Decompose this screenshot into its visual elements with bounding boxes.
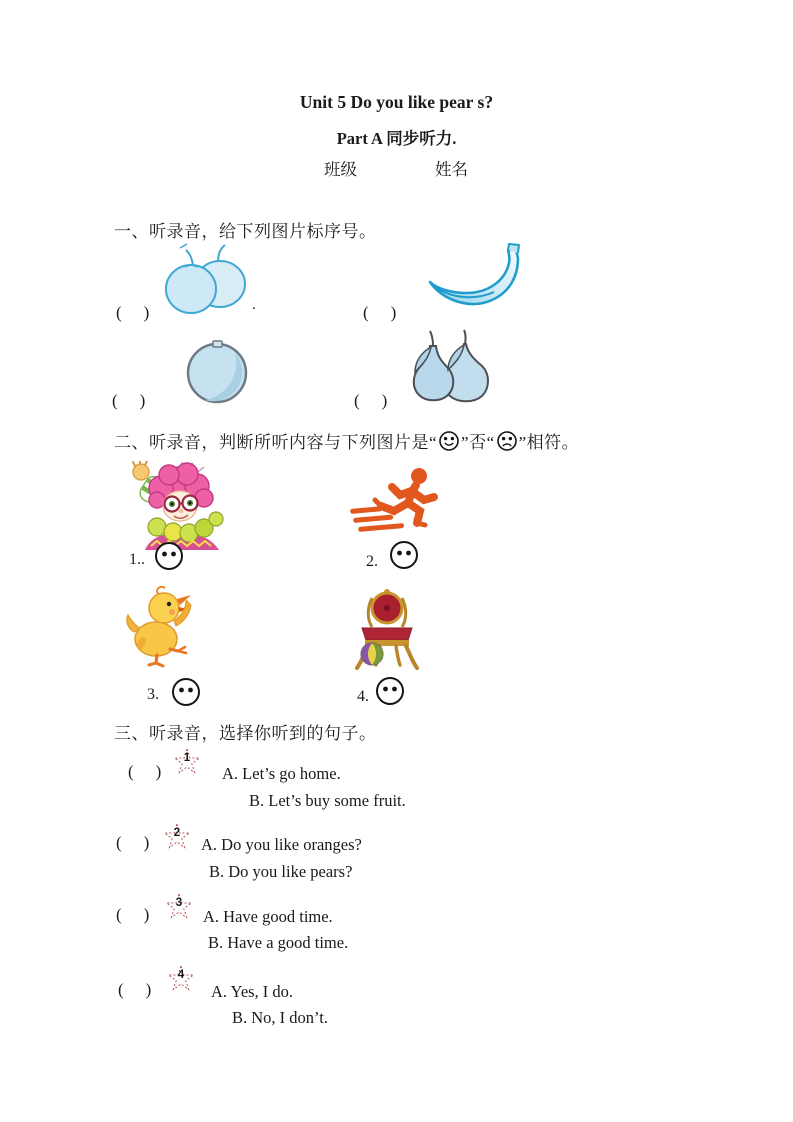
item1-number: 1.. [129,551,145,568]
subtitle-cn: 同步听力. [386,129,457,148]
q2-option-b: B. Do you like pears? [209,862,353,881]
running-boy-image [350,466,440,534]
q2-star-number: 2 [173,827,181,839]
q1-star-icon [172,745,202,777]
name-label: 姓名 [435,160,468,179]
apples-image [158,241,256,319]
duck-image [120,586,200,672]
blank-face-icon-1 [153,540,185,572]
q1-star-number: 1 [183,752,191,764]
blank-face-icon-2 [388,539,420,571]
item2-number: 2. [366,553,378,570]
sad-face-icon [496,430,518,452]
q3-answer-bracket: ( ) [116,905,151,924]
section3-heading: 三、听录音，选择你听到的句子。 [114,724,377,743]
q1-option-a: A. Let’s go home. [222,764,341,783]
q1-answer-bracket: ( ) [128,762,163,781]
q4-answer-bracket: ( ) [118,980,153,999]
q3-star-icon [164,890,194,922]
stray-dot: . [252,297,256,313]
blank-face-icon-4 [374,675,406,707]
q2-option-a: A. Do you like oranges? [201,835,362,854]
chair-image [350,588,424,672]
pears-image [400,329,495,406]
q1-option-b: B. Let’s buy some fruit. [249,791,406,810]
section1-heading: 一、听录音，给下列图片标序号。 [114,222,377,241]
happy-face-icon [438,430,460,452]
answer-bracket-2: ( ) [363,303,398,322]
q4-star-icon [166,962,196,994]
q2-star-icon [162,820,192,852]
q4-option-a: A. Yes, I do. [211,982,294,1001]
clown-image [127,461,233,550]
subtitle-en: Part A [336,129,383,148]
q3-option-b: B. Have a good time. [208,933,349,952]
q4-option-b: B. No, I don’t. [232,1008,328,1027]
q4-star-number: 4 [177,969,185,981]
class-label: 班级 [324,160,357,179]
q3-star-number: 3 [175,897,183,909]
orange-image [184,336,252,404]
answer-bracket-3: ( ) [112,391,147,410]
section2-heading: 二、听录音，判断所听内容与下列图片是“ ”否“ ”相符。 [114,428,579,453]
blank-face-icon-3 [170,676,202,708]
banana-image [424,242,524,314]
page-title: Unit 5 Do you like pear s? [299,92,494,112]
item3-number: 3. [147,686,159,703]
answer-bracket-4: ( ) [354,391,389,410]
answer-bracket-1: ( ) [116,303,151,322]
q3-option-a: A. Have good time. [203,907,333,926]
q2-answer-bracket: ( ) [116,833,151,852]
page-subtitle [0,125,793,149]
item4-number: 4. [357,688,369,705]
